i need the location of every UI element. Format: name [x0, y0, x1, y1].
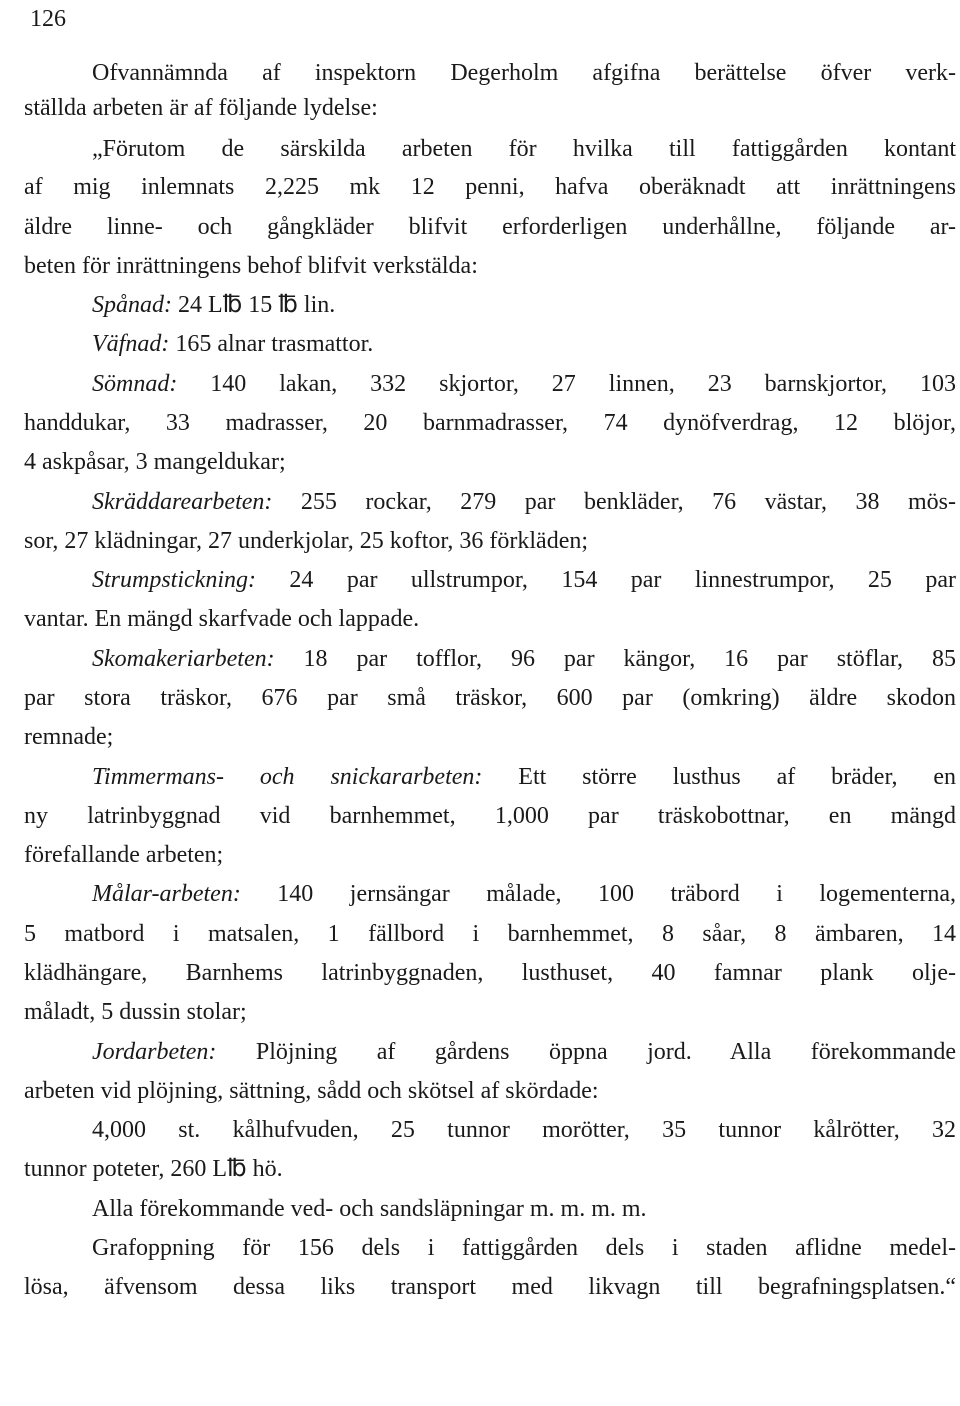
text-line: 4 askpåsar, 3 mangeldukar;	[24, 449, 286, 475]
text-line: Alla förekommande ved- och sandsläpningar m. m. m. m.	[92, 1196, 647, 1222]
text-line: klädhängare, Barnhems latrinbyggnaden, lusthuset, 40 famnar plank olje-	[24, 960, 956, 986]
text-line: Grafoppning för 156 dels i fattiggården dels i staden aflidne medel-	[92, 1235, 956, 1261]
text-line: handdukar, 33 madrasser, 20 barnmadrasser, 74 dynöfverdrag, 12 blöjor,	[24, 410, 956, 436]
section-heading: Sömnad:	[92, 371, 178, 397]
section-heading: Skräddarearbeten:	[92, 489, 273, 515]
text-line	[92, 329, 956, 359]
section-heading: Jordarbeten:	[92, 1039, 217, 1065]
section-heading: Timmermans- och snickararbeten:	[92, 764, 483, 790]
text-line	[92, 290, 956, 320]
text-line: lösa, äfvensom dessa liks transport med likvagn till begrafningsplatsen.“	[24, 1274, 956, 1300]
text-line	[92, 879, 956, 909]
section-text: 140 lakan, 332 skjortor, 27 linnen, 23 barnskjortor, 103	[177, 371, 956, 397]
text-line	[92, 1037, 956, 1067]
section-heading: Strumpstickning:	[92, 567, 256, 593]
text-line	[92, 369, 956, 399]
text-line: ställda arbeten är af följande lydelse:	[24, 95, 378, 121]
text-line: „Förutom de särskilda arbeten för hvilka till fattiggården kontant	[92, 136, 956, 162]
section-text: 255 rockar, 279 par benkläder, 76 västar, 38 mös-	[272, 489, 956, 515]
text-line: förefallande arbeten;	[24, 842, 224, 868]
section-heading: Väfnad:	[92, 331, 170, 357]
section-heading: Målar-arbeten:	[92, 881, 241, 907]
text-line: Ofvannämnda af inspektorn Degerholm afgifna berättelse öfver verk-	[92, 60, 956, 86]
section-text: 140 jernsängar målade, 100 träbord i logementerna,	[240, 881, 956, 907]
page-number: 126	[30, 6, 66, 32]
text-line	[92, 487, 956, 517]
text-line: par stora träskor, 676 par små träskor, 600 par (omkring) äldre skodon	[24, 685, 956, 711]
text-line: af mig inlemnats 2,225 mk 12 penni, hafva oberäknadt att inrättningens	[24, 174, 956, 200]
section-text: Ett större lusthus af bräder, en	[482, 764, 957, 790]
text-line: ny latrinbyggnad vid barnhemmet, 1,000 par träskobottnar, en mängd	[24, 803, 956, 829]
section-text: 24 par ullstrumpor, 154 par linnestrumpor, 25 par	[255, 567, 956, 593]
text-line: äldre linne- och gångkläder blifvit erforderligen underhållne, följande ar-	[24, 214, 956, 240]
text-line: remnade;	[24, 724, 114, 750]
text-line: beten för inrättningens behof blifvit verkstälda:	[24, 253, 478, 279]
text-line: måladt, 5 dussin stolar;	[24, 999, 247, 1025]
text-line	[92, 644, 956, 674]
section-text: 18 par tofflor, 96 par kängor, 16 par stöflar, 85	[274, 646, 956, 672]
text-line: sor, 27 klädningar, 27 underkjolar, 25 koftor, 36 förkläden;	[24, 528, 589, 554]
section-text: 24 L℔ 15 ℔ lin.	[172, 292, 336, 318]
section-text: Plöjning af gårdens öppna jord. Alla förekommande	[216, 1039, 956, 1065]
text-line: 5 matbord i matsalen, 1 fällbord i barnhemmet, 8 såar, 8 ämbaren, 14	[24, 921, 956, 947]
section-text: 165 alnar trasmattor.	[169, 331, 374, 357]
section-heading: Skomakeriarbeten:	[92, 646, 275, 672]
text-line: vantar. En mängd skarfvade och lappade.	[24, 606, 420, 632]
text-line	[92, 565, 956, 595]
section-heading: Spånad:	[92, 292, 172, 318]
text-line: tunnor poteter, 260 L℔ hö.	[24, 1156, 283, 1182]
text-line: 4,000 st. kålhufvuden, 25 tunnor morötter, 35 tunnor kålrötter, 32	[92, 1117, 956, 1143]
text-line: arbeten vid plöjning, sättning, sådd och skötsel af skördade:	[24, 1078, 599, 1104]
text-line	[92, 762, 956, 792]
